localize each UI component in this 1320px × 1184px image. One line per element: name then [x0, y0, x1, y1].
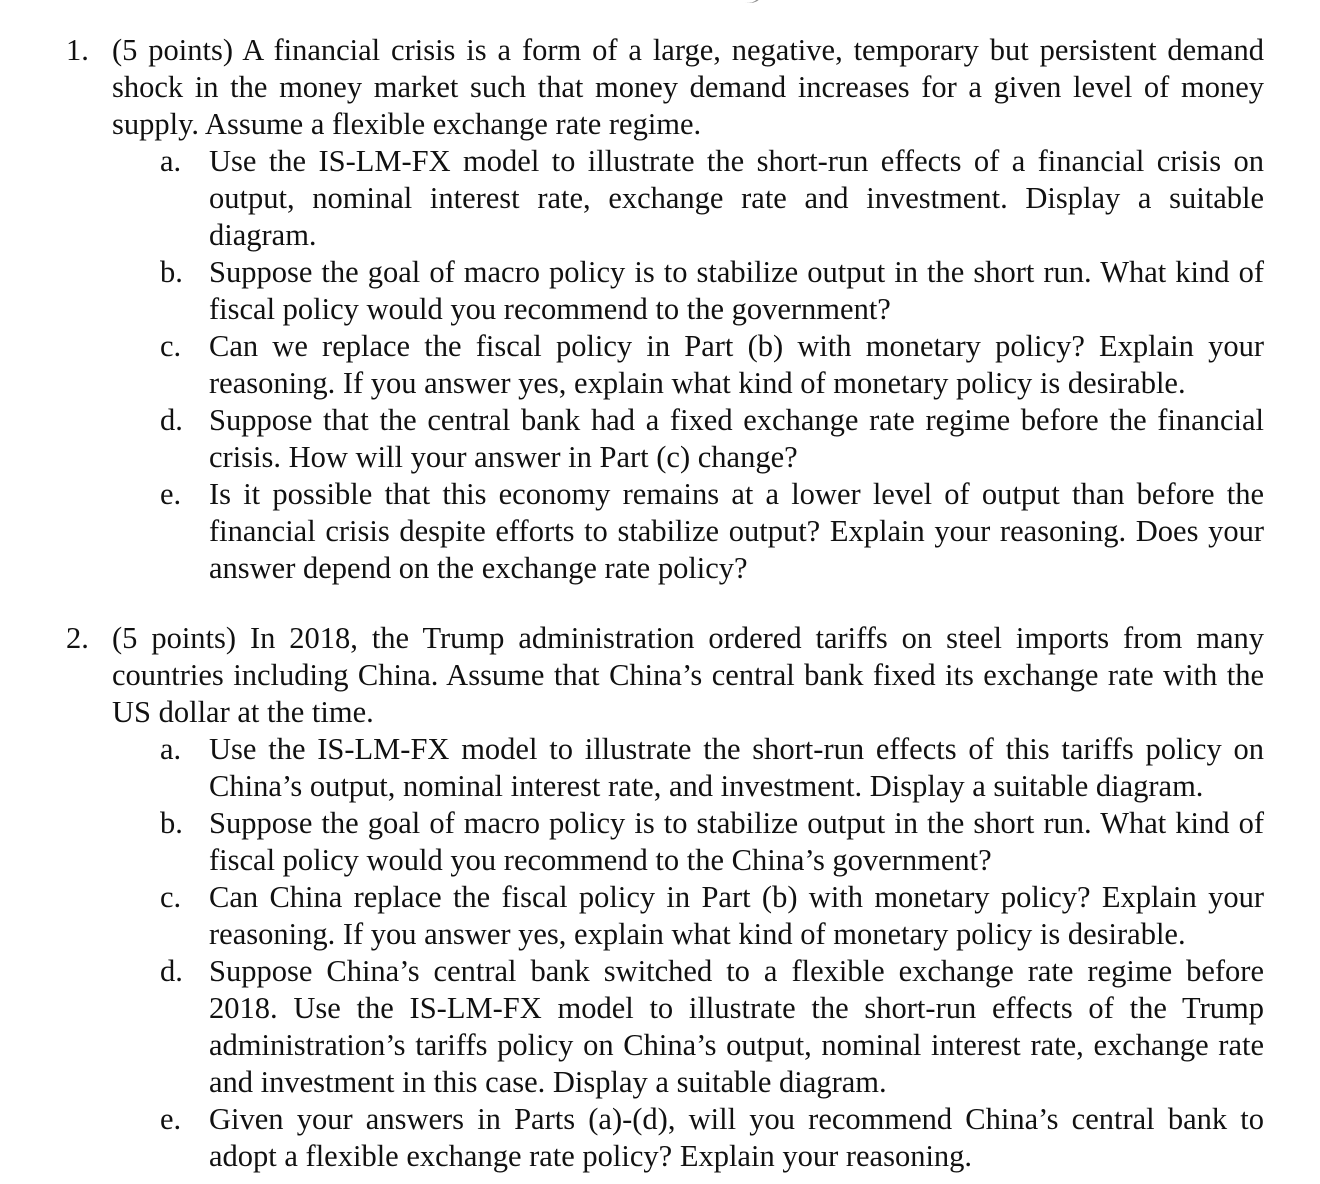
- part-a: [112, 731, 1264, 805]
- question-number: 1.: [66, 33, 89, 67]
- part-c: [112, 879, 1264, 953]
- part-text: Can we replace the fiscal policy in Part (b) with monetary policy? Explain your reasoning. If you answer yes, explain what kind of monetary policy is desirable.: [209, 329, 1264, 400]
- part-label: c.: [160, 329, 182, 363]
- question-text: (5 points) In 2018, the Trump administration ordered tariffs on steel imports from many countries including China. Assume that China’s central bank fixed its exchange rate with the US dollar at the time.: [112, 621, 1264, 729]
- part-label: b.: [160, 806, 183, 840]
- question-text: (5 points) A financial crisis is a form of a large, negative, temporary but persistent demand shock in the money market such that money demand increases for a given level of money supply. Assume a flexible exchange rate regime.: [112, 33, 1264, 141]
- part-text: Suppose the goal of macro policy is to stabilize output in the short run. What kind of fiscal policy would you recommend to the government?: [209, 255, 1264, 326]
- part-d: [112, 402, 1264, 476]
- part-text: Use the IS-LM-FX model to illustrate the short-run effects of a financial crisis on output, nominal interest rate, exchange rate and investment. Display a suitable diagram.: [209, 144, 1264, 252]
- part-label: e.: [160, 1102, 182, 1136]
- question-number: 2.: [66, 621, 89, 655]
- question-body: [112, 620, 1264, 1175]
- part-text: Suppose the goal of macro policy is to stabilize output in the short run. What kind of fiscal policy would you recommend to the China’s government?: [209, 806, 1264, 877]
- part-d: [112, 953, 1264, 1101]
- question-body: [112, 32, 1264, 587]
- part-label: b.: [160, 255, 183, 289]
- part-label: e.: [160, 477, 182, 511]
- part-b: [112, 805, 1264, 879]
- question-parts: [112, 731, 1264, 1175]
- part-label: d.: [160, 403, 183, 437]
- part-text: Suppose that the central bank had a fixed exchange rate regime before the financial crisis. How will your answer in Part (c) change?: [209, 403, 1264, 474]
- question-parts: [112, 143, 1264, 587]
- part-text: Can China replace the fiscal policy in Part (b) with monetary policy? Explain your reasoning. If you answer yes, explain what kind of monetary policy is desirable.: [209, 880, 1264, 951]
- part-a: [112, 143, 1264, 254]
- part-text: Use the IS-LM-FX model to illustrate the short-run effects of this tariffs policy on China’s output, nominal interest rate, and investment. Display a suitable diagram.: [209, 732, 1264, 803]
- part-label: c.: [160, 880, 182, 914]
- part-b: [112, 254, 1264, 328]
- part-c: [112, 328, 1264, 402]
- part-e: [112, 476, 1264, 587]
- part-text: Is it possible that this economy remains at a lower level of output than before the financial crisis despite efforts to stabilize output? Explain your reasoning. Does your answer depend on the exchange rate policy?: [209, 477, 1264, 585]
- cropped-mark: [728, 0, 764, 7]
- part-label: a.: [160, 732, 182, 766]
- part-text: Given your answers in Parts (a)-(d), will you recommend China’s central bank to adopt a flexible exchange rate policy? Explain your reasoning.: [209, 1102, 1264, 1173]
- part-text: Suppose China’s central bank switched to a flexible exchange rate regime before 2018. Use the IS-LM-FX model to illustrate the short-run effects of the Trump administration’s tariffs policy on China’s output, nominal interest rate, exchange rate and investment in this case. Display a suitable diagram.: [209, 954, 1264, 1099]
- part-label: a.: [160, 144, 182, 178]
- part-label: d.: [160, 954, 183, 988]
- part-e: [112, 1101, 1264, 1175]
